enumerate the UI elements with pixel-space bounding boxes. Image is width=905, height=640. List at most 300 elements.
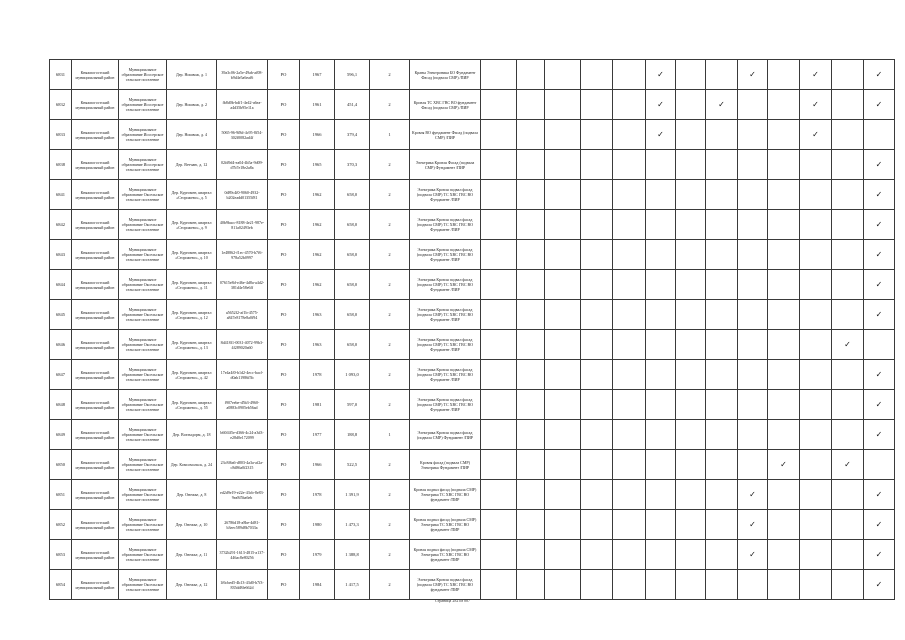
works-list-cell: Кровля фасад (подвала СМР) Электрика Фундамент /ПИР — [410, 450, 481, 480]
works-list-cell: Электрика Кровля подвал фасад (подвала СМР) ТС ХВС ГВС ВО Фундамент /ПИР — [410, 300, 481, 330]
works-list-cell: Кровля подвал фасад (подвала СМР) Электрика ТС ХВС ГВС ВО фундамент /ПИР — [410, 510, 481, 540]
empty-cell — [545, 570, 581, 600]
empty-cell — [517, 330, 545, 360]
building-uid-cell: 40b9bacc-8188-4e21-987e-811a02493eb — [217, 210, 268, 240]
address-cell: Дер. Онежье, д. 8 — [167, 480, 217, 510]
empty-cell — [517, 540, 545, 570]
floors-cell: 2 — [370, 390, 410, 420]
empty-cell — [676, 180, 706, 210]
building-uid-cell: 26786d18-a8be-4d81-b3eec589d8b7033a — [217, 510, 268, 540]
empty-cell — [481, 420, 517, 450]
empty-cell — [706, 510, 738, 540]
empty-cell — [646, 390, 676, 420]
area-cell: 1 093,0 — [335, 360, 370, 390]
empty-cell — [581, 510, 613, 540]
empty-cell — [706, 390, 738, 420]
empty-cell — [545, 480, 581, 510]
empty-cell — [676, 510, 706, 540]
district-cell: Княжпогостский муниципальный район — [72, 570, 119, 600]
works-list-cell: Электрика Кровля подвал фасад (подвала СМР) ТС ХВС ГВС ВО Фундамент /ПИР — [410, 270, 481, 300]
district-cell: Княжпогостский муниципальный район — [72, 120, 119, 150]
empty-cell — [613, 90, 646, 120]
check-mark-icon: ✓ — [768, 450, 800, 480]
building-type-cell: РО — [268, 450, 300, 480]
table-row — [50, 300, 895, 330]
empty-cell — [517, 240, 545, 270]
empty-cell — [646, 180, 676, 210]
check-mark-icon: ✓ — [706, 90, 738, 120]
empty-cell — [738, 120, 768, 150]
address-cell: Дер. Ношвож, д. 4 — [167, 120, 217, 150]
floors-cell: 2 — [370, 450, 410, 480]
empty-cell — [800, 390, 832, 420]
empty-cell — [646, 420, 676, 450]
year-cell: 1961 — [300, 90, 335, 120]
empty-cell — [581, 570, 613, 600]
area-cell: 522,5 — [335, 450, 370, 480]
empty-cell — [646, 150, 676, 180]
empty-cell — [768, 150, 800, 180]
address-cell: Дер. Онежье, д. 11 — [167, 540, 217, 570]
settlement-cell: Муниципальное образование Оксельское сельское поселение — [119, 330, 167, 360]
empty-cell — [706, 60, 738, 90]
empty-cell — [676, 480, 706, 510]
settlement-cell: Муниципальное образование Оксельское сельское поселение — [119, 450, 167, 480]
building-type-cell: РО — [268, 390, 300, 420]
empty-cell — [768, 90, 800, 120]
row-number: 6845 — [50, 300, 72, 330]
empty-cell — [517, 360, 545, 390]
empty-cell — [613, 510, 646, 540]
floors-cell: 2 — [370, 270, 410, 300]
check-mark-icon: ✓ — [646, 90, 676, 120]
settlement-cell: Муниципальное образование Оксельское сельское поселение — [119, 210, 167, 240]
table-row — [50, 540, 895, 570]
floors-cell: 2 — [370, 240, 410, 270]
empty-cell — [646, 330, 676, 360]
empty-cell — [706, 240, 738, 270]
row-number: 6844 — [50, 270, 72, 300]
district-cell: Княжпогостский муниципальный район — [72, 240, 119, 270]
empty-cell — [706, 180, 738, 210]
empty-cell — [768, 330, 800, 360]
building-type-cell: РО — [268, 270, 300, 300]
empty-cell — [481, 330, 517, 360]
building-uid-cell: fb8d0b-bdf1-4e42-a6ea-a4d35b95e11a — [217, 90, 268, 120]
works-list-cell: Электрика Кровля подвал фасад (подвала СМР) ТС ХВС ГВС ВО Фундамент /ПИР — [410, 360, 481, 390]
empty-cell — [545, 210, 581, 240]
year-cell: 1984 — [300, 570, 335, 600]
empty-cell — [832, 90, 864, 120]
check-mark-icon: ✓ — [864, 180, 895, 210]
empty-cell — [581, 240, 613, 270]
check-mark-icon: ✓ — [738, 540, 768, 570]
empty-cell — [646, 270, 676, 300]
empty-cell — [646, 540, 676, 570]
empty-cell — [581, 120, 613, 150]
building-type-cell: РО — [268, 570, 300, 600]
building-uid-cell: a5652f2-af1b-4575-a847e8178e8a0f94 — [217, 300, 268, 330]
empty-cell — [706, 420, 738, 450]
empty-cell — [800, 330, 832, 360]
empty-cell — [706, 150, 738, 180]
table-row — [50, 390, 895, 420]
address-cell: Дер. Кургомен, квартал «Сторожево», д. 42 — [167, 360, 217, 390]
table-row — [50, 510, 895, 540]
floors-cell: 2 — [370, 210, 410, 240]
empty-cell — [738, 330, 768, 360]
address-cell: Дер. Онежье, д. 12 — [167, 570, 217, 600]
area-cell: 658,0 — [335, 180, 370, 210]
settlement-cell: Муниципальное образование Иоссерское сельское поселение — [119, 90, 167, 120]
empty-cell — [646, 450, 676, 480]
works-list-cell: Электрика Кровля подвал фасад (подвала СМР) ТС ХВС ГВС ВО Фундамент /ПИР — [410, 240, 481, 270]
empty-cell — [676, 420, 706, 450]
empty-cell — [545, 180, 581, 210]
district-cell: Княжпогостский муниципальный район — [72, 180, 119, 210]
year-cell: 1977 — [300, 420, 335, 450]
empty-cell — [581, 90, 613, 120]
empty-cell — [481, 360, 517, 390]
empty-cell — [545, 450, 581, 480]
empty-cell — [738, 360, 768, 390]
empty-cell — [768, 120, 800, 150]
empty-cell — [738, 270, 768, 300]
empty-cell — [646, 360, 676, 390]
empty-cell — [646, 300, 676, 330]
row-number: 6853 — [50, 540, 72, 570]
empty-cell — [706, 330, 738, 360]
empty-cell — [832, 210, 864, 240]
building-uid-cell: 5065-96-9f8d-4c95-8f54-302f0082ad4f — [217, 120, 268, 150]
empty-cell — [706, 120, 738, 150]
works-list-cell: Электрика Кровля подвал фасад (подвала СМР) ТС ХВС ГВС ВО Фундамент /ПИР — [410, 180, 481, 210]
row-number: 6843 — [50, 240, 72, 270]
empty-cell — [706, 300, 738, 330]
year-cell: 1966 — [300, 120, 335, 150]
floors-cell: 2 — [370, 330, 410, 360]
empty-cell — [545, 540, 581, 570]
empty-cell — [864, 120, 895, 150]
table-row — [50, 210, 895, 240]
empty-cell — [613, 240, 646, 270]
settlement-cell: Муниципальное образование Оксельское сельское поселение — [119, 480, 167, 510]
empty-cell — [481, 300, 517, 330]
table-row — [50, 480, 895, 510]
empty-cell — [517, 570, 545, 600]
year-cell: 1966 — [300, 450, 335, 480]
district-cell: Княжпогостский муниципальный район — [72, 90, 119, 120]
address-cell: Дер. Кургомен, квартал «Сторожево», д. 13 — [167, 330, 217, 360]
building-type-cell: РО — [268, 120, 300, 150]
empty-cell — [676, 540, 706, 570]
table-row — [50, 90, 895, 120]
building-type-cell: РО — [268, 300, 300, 330]
empty-cell — [581, 210, 613, 240]
building-type-cell: РО — [268, 240, 300, 270]
empty-cell — [800, 570, 832, 600]
empty-cell — [481, 60, 517, 90]
district-cell: Княжпогостский муниципальный район — [72, 210, 119, 240]
empty-cell — [545, 120, 581, 150]
empty-cell — [768, 360, 800, 390]
empty-cell — [768, 270, 800, 300]
building-uid-cell: 23c8f6a6-d803-4a3a-af2a-c8d86a0f2315 — [217, 450, 268, 480]
empty-cell — [581, 180, 613, 210]
empty-cell — [800, 360, 832, 390]
year-cell: 1979 — [300, 540, 335, 570]
empty-cell — [481, 450, 517, 480]
empty-cell — [832, 510, 864, 540]
check-mark-icon: ✓ — [832, 330, 864, 360]
empty-cell — [864, 450, 895, 480]
empty-cell — [517, 270, 545, 300]
empty-cell — [738, 420, 768, 450]
building-uid-cell: 39a3c06-2a5e-49ab-af08-b9d4e5a6eaf6 — [217, 60, 268, 90]
empty-cell — [613, 60, 646, 90]
empty-cell — [832, 570, 864, 600]
empty-cell — [738, 150, 768, 180]
district-cell: Княжпогостский муниципальный район — [72, 150, 119, 180]
district-cell: Княжпогостский муниципальный район — [72, 270, 119, 300]
empty-cell — [517, 60, 545, 90]
empty-cell — [768, 480, 800, 510]
empty-cell — [738, 390, 768, 420]
empty-cell — [676, 60, 706, 90]
check-mark-icon: ✓ — [738, 510, 768, 540]
empty-cell — [706, 450, 738, 480]
empty-cell — [768, 570, 800, 600]
empty-cell — [738, 210, 768, 240]
year-cell: 1962 — [300, 240, 335, 270]
table-row — [50, 240, 895, 270]
empty-cell — [676, 570, 706, 600]
table-row — [50, 120, 895, 150]
empty-cell — [646, 240, 676, 270]
area-cell: 451,4 — [335, 90, 370, 120]
building-uid-cell: b60f4f5e-d366-4c24-a3d3-e28d0e172099 — [217, 420, 268, 450]
works-list-cell: Электрика Кровля подвал фасад (подвала СМР) ТС ХВС ГВС ВО фундамент /ПИР — [410, 570, 481, 600]
empty-cell — [646, 480, 676, 510]
empty-cell — [832, 150, 864, 180]
row-number: 6851 — [50, 480, 72, 510]
area-cell: 1 388,8 — [335, 540, 370, 570]
empty-cell — [768, 390, 800, 420]
area-cell: 597,0 — [335, 390, 370, 420]
empty-cell — [581, 270, 613, 300]
building-type-cell: РО — [268, 90, 300, 120]
empty-cell — [676, 240, 706, 270]
empty-cell — [676, 330, 706, 360]
empty-cell — [738, 300, 768, 330]
building-type-cell: РО — [268, 210, 300, 240]
empty-cell — [768, 300, 800, 330]
empty-cell — [832, 240, 864, 270]
empty-cell — [800, 450, 832, 480]
empty-cell — [581, 450, 613, 480]
empty-cell — [481, 390, 517, 420]
check-mark-icon: ✓ — [864, 570, 895, 600]
check-mark-icon: ✓ — [864, 540, 895, 570]
area-cell: 379,4 — [335, 120, 370, 150]
empty-cell — [581, 300, 613, 330]
empty-cell — [481, 180, 517, 210]
empty-cell — [706, 360, 738, 390]
check-mark-icon: ✓ — [800, 120, 832, 150]
empty-cell — [613, 420, 646, 450]
empty-cell — [832, 420, 864, 450]
area-cell: 596,1 — [335, 60, 370, 90]
building-type-cell: РО — [268, 150, 300, 180]
works-list-cell: Кровля ВО фундамент Фасад (подвала СМР) /ПИР — [410, 120, 481, 150]
address-cell: Дер. Вохтыдорм, д. 18 — [167, 420, 217, 450]
floors-cell: 2 — [370, 60, 410, 90]
row-number: 6848 — [50, 390, 72, 420]
address-cell: Дер. Кургомен, квартал «Сторожево», д. 9 — [167, 210, 217, 240]
settlement-cell: Муниципальное образование Оксельское сельское поселение — [119, 270, 167, 300]
empty-cell — [832, 390, 864, 420]
floors-cell: 2 — [370, 540, 410, 570]
works-list-cell: Кровля подвал фасад (подвала СМР) Электрика ТС ХВС ГВС ВО фундамент /ПИР — [410, 540, 481, 570]
works-list-cell: Электрика Кровля подвал фасад (подвала СМР) ТС ХВС ГВС ВО Фундамент /ПИР — [410, 330, 481, 360]
building-uid-cell: 3732b291-1613-4815-a137-446ac8e80256 — [217, 540, 268, 570]
empty-cell — [517, 150, 545, 180]
empty-cell — [706, 570, 738, 600]
works-list-cell: Электрика Кровля Фасад (подвала СМР) Фундамент /ПИР — [410, 150, 481, 180]
empty-cell — [481, 510, 517, 540]
table-body — [50, 60, 895, 600]
check-mark-icon: ✓ — [646, 60, 676, 90]
check-mark-icon: ✓ — [864, 60, 895, 90]
floors-cell: 2 — [370, 150, 410, 180]
empty-cell — [517, 120, 545, 150]
empty-cell — [800, 150, 832, 180]
empty-cell — [545, 60, 581, 90]
settlement-cell: Муниципальное образование Оксельское сельское поселение — [119, 360, 167, 390]
year-cell: 1981 — [300, 390, 335, 420]
table-row — [50, 420, 895, 450]
building-type-cell: РО — [268, 330, 300, 360]
check-mark-icon: ✓ — [864, 210, 895, 240]
empty-cell — [545, 330, 581, 360]
row-number: 6841 — [50, 180, 72, 210]
district-cell: Княжпогостский муниципальный район — [72, 60, 119, 90]
empty-cell — [613, 300, 646, 330]
empty-cell — [832, 60, 864, 90]
empty-cell — [800, 420, 832, 450]
empty-cell — [832, 120, 864, 150]
empty-cell — [706, 540, 738, 570]
building-type-cell: РО — [268, 540, 300, 570]
district-cell: Княжпогостский муниципальный район — [72, 480, 119, 510]
empty-cell — [646, 510, 676, 540]
row-number: 6849 — [50, 420, 72, 450]
district-cell: Княжпогостский муниципальный район — [72, 450, 119, 480]
floors-cell: 1 — [370, 120, 410, 150]
year-cell: 1963 — [300, 330, 335, 360]
check-mark-icon: ✓ — [864, 90, 895, 120]
works-list-cell: Кровля подвал фасад (подвала СМР) Электрика ТС ХВС ГВС ВО фундамент /ПИР — [410, 480, 481, 510]
empty-cell — [517, 90, 545, 120]
table-row — [50, 330, 895, 360]
building-type-cell: РО — [268, 180, 300, 210]
year-cell: 1978 — [300, 480, 335, 510]
area-cell: 658,0 — [335, 330, 370, 360]
empty-cell — [545, 90, 581, 120]
check-mark-icon: ✓ — [864, 480, 895, 510]
empty-cell — [481, 570, 517, 600]
empty-cell — [832, 180, 864, 210]
empty-cell — [613, 360, 646, 390]
year-cell: 1980 — [300, 510, 335, 540]
settlement-cell: Муниципальное образование Оксельское сельское поселение — [119, 540, 167, 570]
table-row — [50, 570, 895, 600]
area-cell: 1 391,9 — [335, 480, 370, 510]
empty-cell — [517, 180, 545, 210]
check-mark-icon: ✓ — [864, 150, 895, 180]
empty-cell — [581, 60, 613, 90]
empty-cell — [545, 300, 581, 330]
empty-cell — [517, 510, 545, 540]
empty-cell — [613, 180, 646, 210]
area-cell: 188,8 — [335, 420, 370, 450]
check-mark-icon: ✓ — [832, 450, 864, 480]
check-mark-icon: ✓ — [864, 390, 895, 420]
district-cell: Княжпогостский муниципальный район — [72, 420, 119, 450]
empty-cell — [581, 150, 613, 180]
check-mark-icon: ✓ — [864, 240, 895, 270]
empty-cell — [768, 180, 800, 210]
table-row — [50, 270, 895, 300]
row-number: 6854 — [50, 570, 72, 600]
empty-cell — [676, 360, 706, 390]
empty-cell — [481, 150, 517, 180]
area-cell: 1 417,5 — [335, 570, 370, 600]
empty-cell — [768, 60, 800, 90]
empty-cell — [646, 210, 676, 240]
check-mark-icon: ✓ — [864, 360, 895, 390]
empty-cell — [676, 120, 706, 150]
empty-cell — [517, 300, 545, 330]
empty-cell — [613, 390, 646, 420]
district-cell: Княжпогостский муниципальный район — [72, 540, 119, 570]
empty-cell — [581, 480, 613, 510]
works-list-cell: Кровля ТС ХВС ГВС ВО фундамент Фасад (подвала СМР) /ПИР — [410, 90, 481, 120]
empty-cell — [832, 270, 864, 300]
empty-cell — [800, 240, 832, 270]
building-type-cell: РО — [268, 510, 300, 540]
building-type-cell: РО — [268, 60, 300, 90]
area-cell: 1 473,3 — [335, 510, 370, 540]
table-row — [50, 450, 895, 480]
empty-cell — [545, 510, 581, 540]
empty-cell — [738, 570, 768, 600]
empty-cell — [481, 90, 517, 120]
empty-cell — [676, 390, 706, 420]
empty-cell — [832, 540, 864, 570]
empty-cell — [768, 210, 800, 240]
address-cell: Дер. Кургомен, квартал «Сторожево», д. 5 — [167, 180, 217, 210]
empty-cell — [545, 360, 581, 390]
empty-cell — [864, 330, 895, 360]
row-number: 6852 — [50, 510, 72, 540]
empty-cell — [646, 570, 676, 600]
check-mark-icon: ✓ — [800, 60, 832, 90]
address-cell: Дер. Ветчаю, д. 12 — [167, 150, 217, 180]
floors-cell: 1 — [370, 420, 410, 450]
empty-cell — [581, 360, 613, 390]
works-list-cell: Электрика Кровля подвал фасад (подвала СМР) Фундамент /ПИР — [410, 420, 481, 450]
